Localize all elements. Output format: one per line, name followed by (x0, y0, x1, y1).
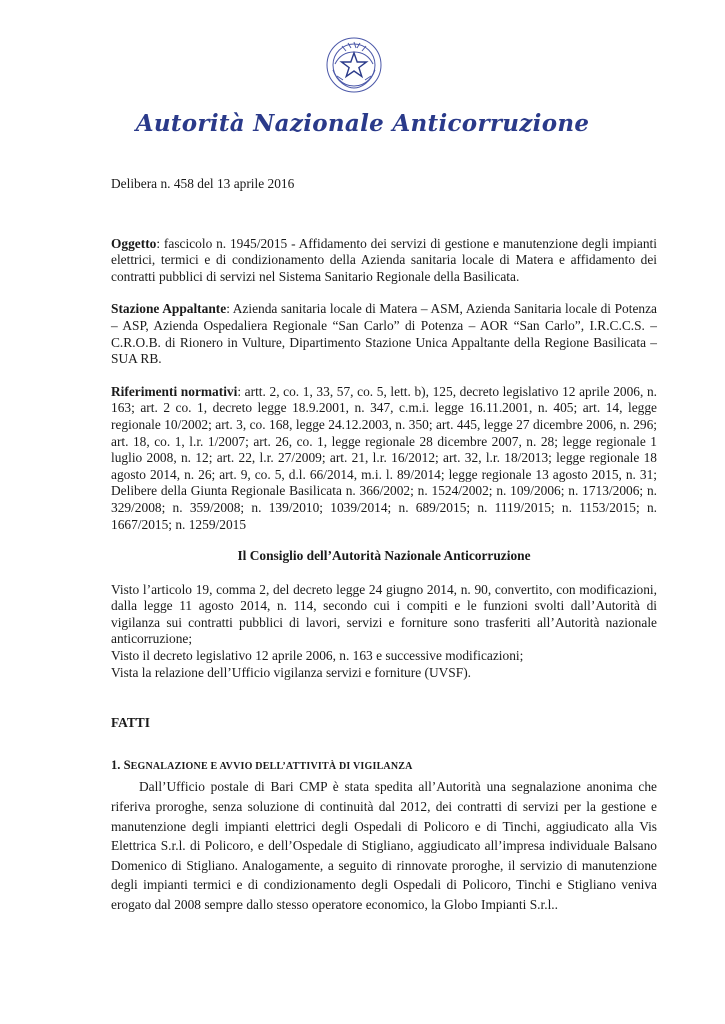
stazione-text: : Azienda sanitaria locale di Matera – ASM, Azienda Sanitaria locale di Potenza – ASP, Azienda Ospedaliera Regionale “San Carlo” di Potenza – AOR “San Carlo”, I.R.C.C.S. – C.R.O.B. di Rionero in Vulture, Dipartimento Stazione Unica Appaltante della Regione Basilicata – SUA RB. (111, 301, 657, 367)
section-body-paragraph: Dall’Ufficio postale di Bari CMP è stata spedita all’Autorità una segnalazione anonima che riferiva proroghe, senza soluzione di continuità dal 2012, dei contratti di servizi per la gestione e manutenzione degli impianti elettrici degli Ospedali di Policoro e di Tinchi, aggiudicato alla Vis Elettrica S.r.l. di Policoro, e dell’Ospedale di Stigliano, aggiudicato all’impresa individuale Balsano Domenico di Stigliano. Analogamente, a seguito di rinnovate proroghe, il servizio di manutenzione degli impianti termici e di condizionamento degli Ospedali di Policoro, Tinchi e Stigliano veniva erogato dal 2008 sempre dallo stesso operatore economico, la Globo Impianti S.r.l.. (111, 779, 657, 912)
document-body (111, 176, 657, 915)
authority-brand-title: Autorità Nazionale Anticorruzione (135, 110, 590, 137)
visto-block (111, 582, 657, 682)
riferimenti-text: : artt. 2, co. 1, 33, 57, co. 5, lett. b), 125, decreto legislativo 12 aprile 2006, n. 163; art. 2 co. 1, decreto legge 18.9.2001, n. 347, c.m.i. legge 16.11.2001, n. 405; art. 14, legge regionale 10/2002; art. 3, co. 168, legge 24.12.2003, n. 350; art. 445, legge 27 dicembre 2006, n. 296; art. 18, co. 1, l.r. 1/2007; art. 26, co. 1, legge regionale 28 dicembre 2007, n. 28; legge regionale 1 luglio 2008, n. 12; art. 22, l.r. 27/2009; art. 21, l.r. 16/2012; art. 32, l.r. 18/2013; legge regionale 18 agosto 2014, n. 26; art. 9, co. 5, d.l. 66/2014, m.i. l. 89/2014; legge regionale 13 agosto 2015, n. 31; Delibere della Giunta Regionale Basilicata n. 366/2002; n. 1524/2002; n. 109/2006; n. 1713/2006; n. 329/2008; n. 359/2008; n. 139/2010; 1039/2014; n. 689/2015; n. 1119/2015; n. 1153/2015; n. 1667/2015; n. 1259/2015 (111, 383, 657, 532)
fatti-heading: FATTI (111, 715, 150, 731)
italian-republic-emblem-icon (325, 36, 383, 94)
stazione-paragraph (111, 301, 657, 367)
consiglio-heading: Il Consiglio dell’Autorità Nazionale Anticorruzione (237, 548, 531, 564)
visto-item: Visto il decreto legislativo 12 aprile 2006, n. 163 e successive modificazioni; (111, 648, 524, 664)
oggetto-paragraph (111, 236, 657, 286)
stazione-label: Stazione Appaltante (111, 301, 227, 317)
riferimenti-label: Riferimenti normativi (111, 383, 238, 399)
visto-item: Vista la relazione dell’Ufficio vigilanza servizi e forniture (UVSF). (111, 664, 471, 680)
delibera-reference: Delibera n. 458 del 13 aprile 2016 (111, 176, 295, 191)
oggetto-label: Oggetto (111, 235, 157, 251)
riferimenti-paragraph (111, 384, 657, 533)
section-title: EGNALAZIONE E AVVIO DELL’ATTIVITÀ DI VIGILANZA (130, 760, 413, 772)
visto-item: Visto l’articolo 19, comma 2, del decreto legge 24 giugno 2014, n. 90, convertito, con modificazioni, dalla legge 11 agosto 2014, n. 114, secondo cui i compiti e le funzioni svolti dall’Autorità di vigilanza sui contratti pubblici di lavori, servizi e forniture sono trasferiti all’Autorità nazionale anticorruzione; (111, 581, 657, 647)
oggetto-text: : fascicolo n. 1945/2015 - Affidamento dei servizi di gestione e manutenzione degli impianti elettrici, termici e di condizionamento della Azienda sanitaria locale di Matera e affidamento dei contratti pubblici di servizi nel Sistema Sanitario Regionale della Basilicata. (111, 235, 657, 284)
section-number: 1. S (111, 757, 131, 772)
section-heading (111, 757, 657, 776)
